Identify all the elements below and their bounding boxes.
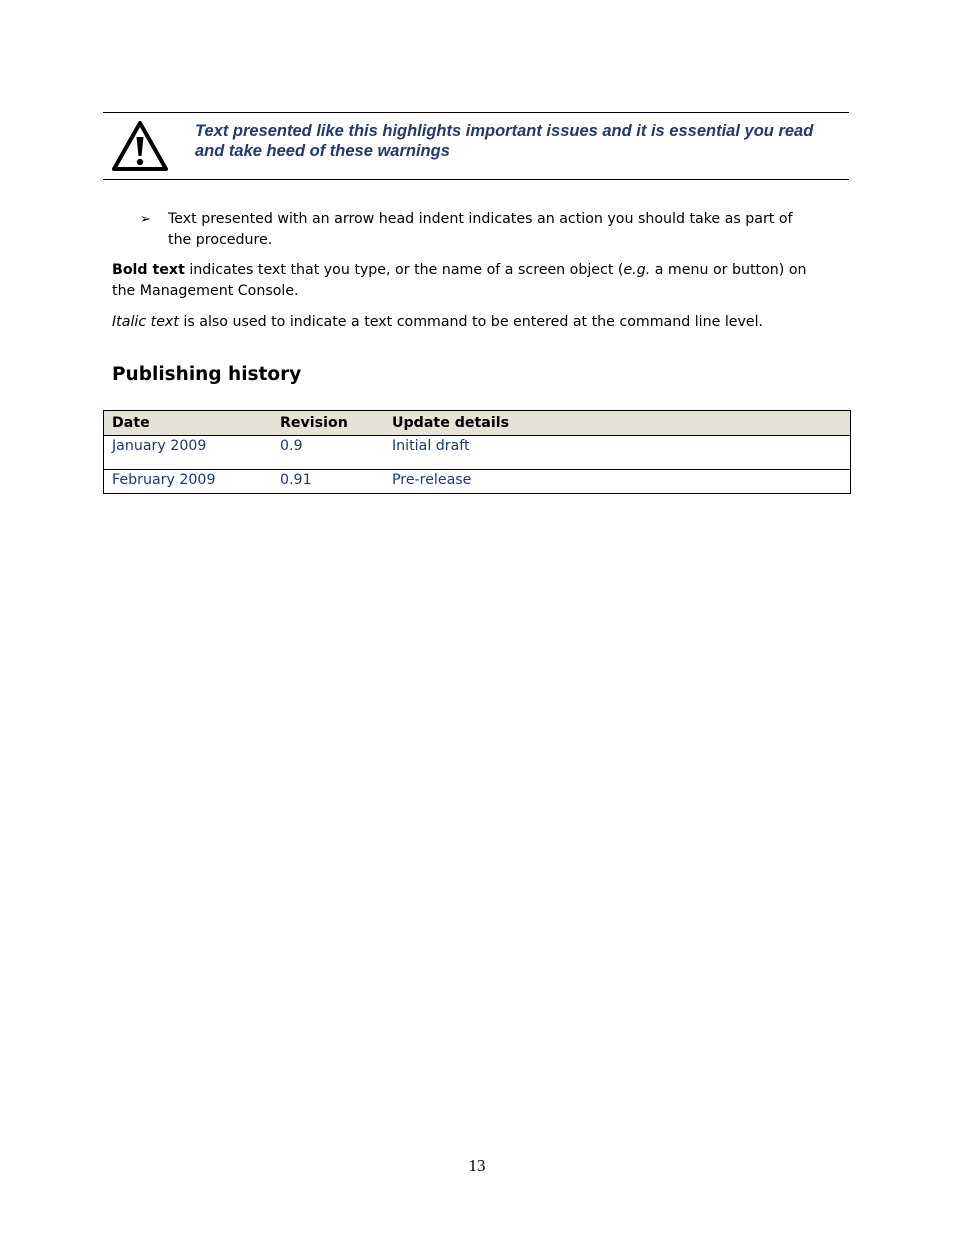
table-header-row — [104, 411, 851, 436]
warning-text: Text presented like this highlights important issues and it is essential you read and take heed of these warnings — [195, 122, 814, 160]
eg-abbreviation: e.g. — [623, 262, 651, 278]
column-header-revision: Revision — [272, 411, 384, 436]
bold-text-paragraph — [112, 260, 832, 302]
cell-date: January 2009 — [104, 436, 273, 470]
bullet-text: Text presented with an arrow head indent indicates an action you should take as part of the procedure. — [168, 211, 793, 248]
arrowhead-icon: ➢ — [140, 212, 151, 227]
italic-text-paragraph — [112, 312, 832, 333]
cell-update-details: Initial draft — [384, 436, 851, 470]
page-number: 13 — [468, 1156, 486, 1175]
warning-box — [103, 112, 849, 180]
publishing-history-heading: Publishing history — [112, 364, 302, 385]
bold-text-description-1: indicates text that you type, or the name of a screen object ( — [184, 262, 624, 278]
cell-date: February 2009 — [112, 472, 216, 488]
warning-triangle-icon — [111, 120, 169, 172]
bold-text-label: Bold text — [112, 262, 185, 278]
column-header-date: Date — [104, 411, 273, 436]
cell-revision: 0.91 — [280, 472, 312, 488]
column-header-update-details: Update details — [384, 411, 851, 436]
italic-text-description: is also used to indicate a text command to be entered at the command line level. — [178, 314, 764, 330]
table-row — [104, 470, 851, 494]
table-row — [104, 436, 851, 470]
publishing-history-table — [103, 410, 851, 494]
italic-text-label: Italic text — [112, 314, 179, 330]
cell-update-details: Pre-release — [392, 472, 472, 488]
bold-text-description-2: a menu or button) on the Management Console. — [112, 262, 807, 299]
cell-revision: 0.9 — [272, 436, 384, 470]
